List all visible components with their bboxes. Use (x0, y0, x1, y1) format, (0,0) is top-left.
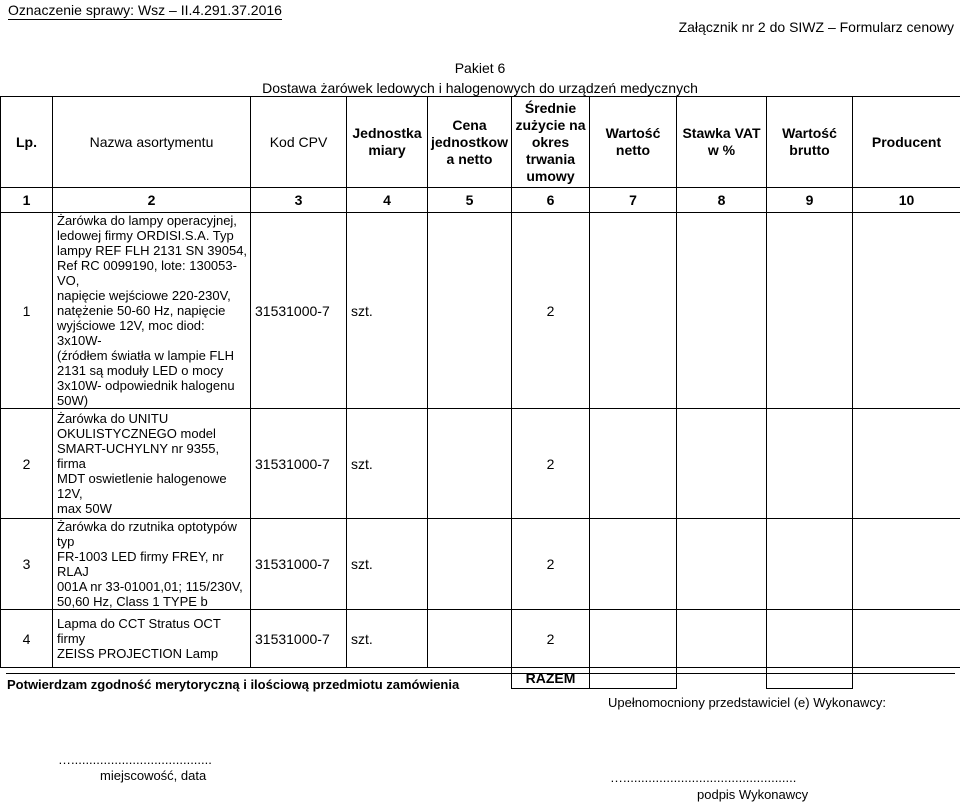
place-date-line[interactable]: …....................................... (58, 752, 212, 767)
col-number: 4 (347, 188, 428, 213)
header-row (1, 97, 960, 188)
row-lp: 4 (1, 610, 53, 668)
row-net-value[interactable] (590, 409, 677, 519)
package-label: Pakiet 6 (454, 60, 506, 76)
col-header-name: Nazwa asortymentu (53, 97, 251, 188)
col-header-vat: Stawka VAT w % (677, 97, 767, 188)
col-number: 8 (677, 188, 767, 213)
col-number: 5 (428, 188, 512, 213)
row-lp: 2 (1, 409, 53, 519)
confirmation-text: Potwierdzam zgodność merytoryczną i ilościową przedmiotu zamówienia (7, 677, 460, 692)
row-unit-price[interactable] (428, 213, 512, 409)
row-gross-value[interactable] (767, 519, 853, 610)
col-number: 3 (251, 188, 347, 213)
total-net-value[interactable] (590, 668, 677, 689)
row-unit-price[interactable] (428, 409, 512, 519)
row-cpv: 31531000-7 (251, 519, 347, 610)
col-number: 7 (590, 188, 677, 213)
row-vat[interactable] (677, 409, 767, 519)
row-name: Żarówka do rzutnika optotypów typ FR-1003 LED firmy FREY, nr RLAJ 001A nr 33-01001,01; 115/230V, 50,60 Hz, Class 1 TYPE b (53, 519, 251, 610)
row-producer[interactable] (853, 213, 960, 409)
total-gross-value[interactable] (767, 668, 853, 689)
table-row (1, 409, 960, 519)
row-net-value[interactable] (590, 213, 677, 409)
row-name: Lapma do CCT Stratus OCT firmy ZEISS PROJECTION Lamp (53, 610, 251, 668)
row-unit-price[interactable] (428, 610, 512, 668)
table-row (1, 610, 960, 668)
row-cpv: 31531000-7 (251, 610, 347, 668)
col-header-unit: Jednostka miary (347, 97, 428, 188)
col-header-gross-value: Wartość brutto (767, 97, 853, 188)
col-header-producer: Producent (853, 97, 960, 188)
row-qty: 2 (512, 213, 590, 409)
col-number: 6 (512, 188, 590, 213)
table-row (1, 519, 960, 610)
row-lp: 1 (1, 213, 53, 409)
col-header-lp: Lp. (1, 97, 53, 188)
row-producer[interactable] (853, 519, 960, 610)
row-unit: szt. (347, 519, 428, 610)
row-unit: szt. (347, 610, 428, 668)
row-qty: 2 (512, 519, 590, 610)
row-gross-value[interactable] (767, 610, 853, 668)
row-vat[interactable] (677, 519, 767, 610)
row-producer[interactable] (853, 409, 960, 519)
package-subject: Dostawa żarówek ledowych i halogenowych do urządzeń medycznych (262, 80, 698, 96)
price-table (0, 96, 960, 689)
col-header-unit-price: Cena jednostkow a netto (428, 97, 512, 188)
row-cpv: 31531000-7 (251, 213, 347, 409)
col-header-net-value: Wartość netto (590, 97, 677, 188)
attachment-title: Załącznik nr 2 do SIWZ – Formularz cenowy (678, 19, 954, 35)
row-net-value[interactable] (590, 610, 677, 668)
column-number-row (1, 188, 960, 213)
row-name: Żarówka do UNITU OKULISTYCZNEGO model SMART-UCHYLNY nr 9355, firma MDT oswietlenie halogenowe 12V, max 50W (53, 409, 251, 519)
representative-label: Upełnomocniony przedstawiciel (e) Wykonawcy: (608, 695, 887, 710)
case-reference: Oznaczenie sprawy: Wsz – II.4.291.37.2016 (8, 2, 282, 18)
place-date-label: miejscowość, data (100, 768, 207, 783)
col-header-cpv: Kod CPV (251, 97, 347, 188)
col-number: 10 (853, 188, 960, 213)
signature-line[interactable]: …................................................ (610, 770, 797, 785)
row-lp: 3 (1, 519, 53, 610)
row-unit: szt. (347, 409, 428, 519)
row-net-value[interactable] (590, 519, 677, 610)
col-number: 9 (767, 188, 853, 213)
row-vat[interactable] (677, 610, 767, 668)
divider (6, 673, 955, 674)
row-gross-value[interactable] (767, 409, 853, 519)
row-qty: 2 (512, 409, 590, 519)
row-qty: 2 (512, 610, 590, 668)
col-number: 2 (53, 188, 251, 213)
col-header-usage: Średnie zużycie na okres trwania umowy (512, 97, 590, 188)
row-producer[interactable] (853, 610, 960, 668)
row-vat[interactable] (677, 213, 767, 409)
table-row (1, 213, 960, 409)
row-gross-value[interactable] (767, 213, 853, 409)
total-label: RAZEM (512, 668, 590, 689)
signature-label: podpis Wykonawcy (697, 787, 809, 802)
col-number: 1 (1, 188, 53, 213)
row-unit-price[interactable] (428, 519, 512, 610)
row-unit: szt. (347, 213, 428, 409)
row-name: Żarówka do lampy operacyjnej, ledowej firmy ORDISI.S.A. Typ lampy REF FLH 2131 SN 39054, Ref RC 0099190, lote: 130053-VO, napięcie wejściowe 220-230V, natężenie 50-60 Hz, napięcie wyjściowe 12V, moc diod: 3x10W- (źródłem światła w lampie FLH 2131 są moduły LED o mocy 3x10W- odpowiednik halogenu 50W) (53, 213, 251, 409)
row-cpv: 31531000-7 (251, 409, 347, 519)
